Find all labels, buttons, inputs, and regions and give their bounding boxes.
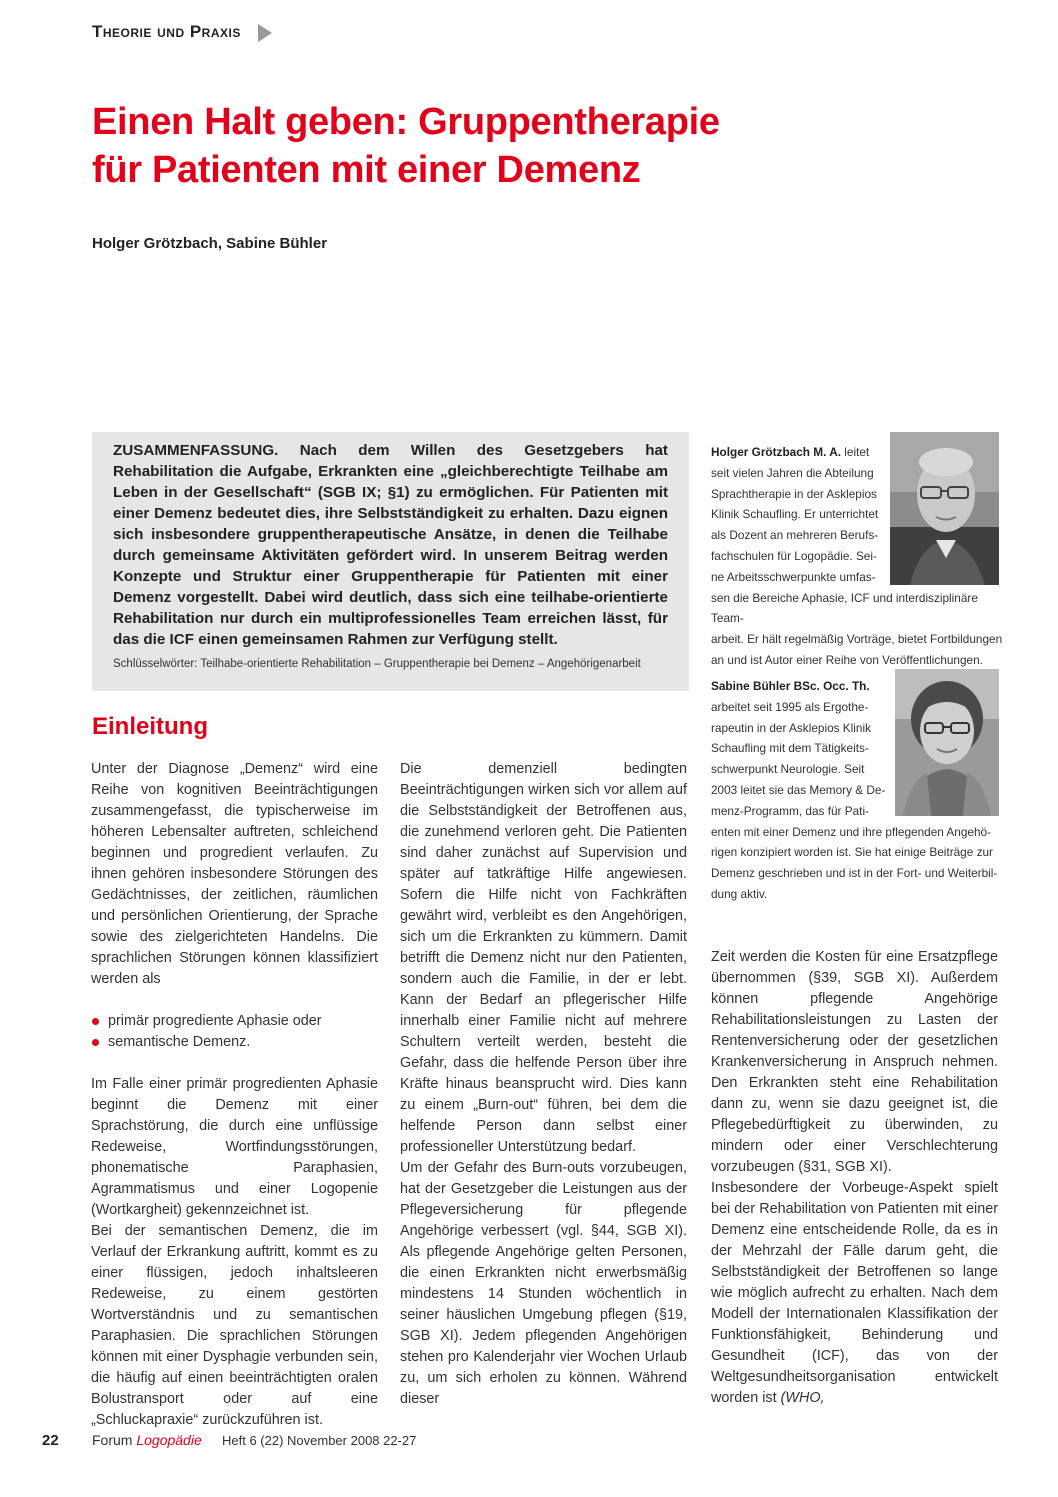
bio-line: rigen konzipiert worden ist. Sie hat einige Beiträge zur	[711, 845, 993, 860]
title-line-2: für Patienten mit einer Demenz	[92, 149, 641, 191]
issue-info: Heft 6 (22) November 2008 22-27	[222, 1433, 417, 1448]
bullet-list	[91, 1011, 378, 1053]
bio-line: ne Arbeitsschwerpunkte umfas-	[711, 569, 876, 584]
paragraph: Bei der semantischen Demenz, die im Verlauf der Erkrankung auftritt, kommt es zu einer flüssigen, jedoch inhaltsleeren Redeweise, zu einem gestörten Wortverständnis und zu semantischen Paraphasien. Die sprachlichen Störungen können mit einer Dysphagie verbunden sein, die häufig auf einen beeinträchtigten oralen Bolustransport oder auf eine „Schluckapraxie“ zurückzuführen ist.	[91, 1223, 378, 1428]
bio-line: menz-Programm, das für Pati-	[711, 803, 869, 818]
body-column-2	[400, 759, 687, 1410]
list-item: primär progrediente Aphasie oder	[91, 1011, 378, 1032]
bio-line: seit vielen Jahren die Abteilung	[711, 465, 874, 480]
bio-line: fachschulen für Logopädie. Sei-	[711, 548, 877, 563]
bio-line: an und ist Autor einer Reihe von Veröffentlichungen.	[711, 652, 983, 667]
bio-line: enten mit einer Demenz und ihre pflegenden Angehö-	[711, 824, 992, 839]
section-heading-einleitung: Einleitung	[92, 713, 208, 740]
page-number: 22	[42, 1432, 59, 1449]
portrait-image	[895, 669, 999, 816]
bio-author-name: Holger Grötzbach M. A.	[711, 445, 841, 459]
bio-line: arbeitet seit 1995 als Ergothe-	[711, 699, 869, 714]
author-photo-groetzbach	[890, 432, 999, 585]
bio-line: Schaufling mit dem Tätigkeits-	[711, 741, 869, 756]
portrait-image	[890, 432, 999, 585]
triangle-right-icon	[258, 24, 272, 42]
author-photo-buehler	[895, 669, 999, 816]
abstract-keywords: Schlüsselwörter: Teilhabe-orientierte Rehabilitation – Gruppentherapie bei Demenz – Angehörigenarbeit	[113, 658, 641, 670]
bio-line: arbeit. Er hält regelmäßig Vorträge, bietet Fortbildungen	[711, 632, 1003, 647]
bullet-icon	[92, 1039, 99, 1046]
paragraph: Im Falle einer primär progredienten Aphasie beginnt die Demenz mit einer Sprachstörung, die durch eine unflüssige Redeweise, Wortfindungsstörungen, phonematische Paraphasien, Agrammatismus und einer Logopenie (Wortkargheit) gekennzeichnet ist.	[91, 1076, 378, 1218]
paragraph: Die demenziell bedingten Beeinträchtigungen wirken sich vor allem auf die Selbstständigkeit der Betroffenen aus, die zunehmend verloren geht. Die Patienten sind daher zunächst auf Supervision und später auf tatkräftige Hilfe angewiesen. Sofern die Hilfe nicht von Fachkräften gewährt wird, verbleibt es den Angehörigen, sich um die Erkrankten zu kümmern. Damit betrifft die Demenz nicht nur den Patienten, sondern auch die Familie, in der er lebt. Kann der Bedarf an pflegerischer Hilfe innerhalb einer Familie nicht auf mehrere Schultern verteilt werden, besteht die Gefahr, dass die helfende Person über ihre Kräfte hinaus beansprucht wird. Dies kann zu einem „Burn-out“ führen, bei dem die helfende Person dann selbst einer professioneller Unterstützung bedarf.	[400, 761, 687, 1155]
paragraph: Unter der Diagnose „Demenz“ wird eine Reihe von kognitiven Beeinträchtigungen zusammengefasst, die typischerweise im höheren Lebensalter auftreten, schleichend beginnen und progredient verlaufen. Zu ihnen gehören insbesondere Störungen des Gedächtnisses, der zeitlichen, räumlichen und persönlichen Orientierung, der Sprache sowie des zielgerichteten Handelns. Die sprachlichen Störungen können klassifiziert werden als	[91, 761, 378, 987]
bio-line: Holger Grötzbach M. A. leitet	[711, 445, 870, 459]
article-authors: Holger Grötzbach, Sabine Bühler	[92, 235, 328, 252]
bio-line: dung aktiv.	[711, 886, 768, 901]
paragraph: Zeit werden die Kosten für eine Ersatzpflege übernommen (§39, SGB XI). Außerdem können pflegende Angehörige Rehabilitationsleistungen zu Lasten der Rentenversicherung oder der gesetzlichen Krankenversicherung in Anspruch nehmen. Den Erkrankten steht eine Rehabilitation dann zu, wenn sie dazu geeignet ist, die Pflegebedürftigkeit zu überwinden, zu mindern oder einer Verschlechterung vorzubeugen (§31, SGB XI).	[711, 949, 998, 1175]
body-column-1	[91, 759, 378, 1431]
bio-line: schwerpunkt Neurologie. Seit	[711, 762, 865, 777]
list-item: semantische Demenz.	[91, 1032, 378, 1053]
paragraph: Um der Gefahr des Burn-outs vorzubeugen, hat der Gesetzgeber die Leistungen aus der Pflegeversicherung für pflegende Angehörige verbessert (vgl. §44, SGB XI). Als pflegende Angehörige gelten Personen, die einen Erkrankten nicht erwerbsmäßig mindestens 14 Stunden wöchentlich in seiner häuslichen Umgebung pflegen (§19, SGB XI). Jedem pflegenden Angehörigen stehen pro Kalenderjahr vier Wochen Urlaub zu, um sich erholen zu können. Während dieser	[400, 1160, 687, 1407]
bio-line: sen die Bereiche Aphasie, ICF und interdisziplinäre Team-	[711, 590, 978, 626]
article-title	[92, 98, 792, 194]
bio-line: Sprachtherapie in der Asklepios	[711, 486, 877, 501]
paragraph: Insbesondere der Vorbeuge-Aspekt spielt bei der Rehabilitation von Patienten mit einer Demenz eine entscheidende Rolle, da es in der Mehrzahl der Fälle darum geht, die Selbstständigkeit der Betroffenen so lange wie möglich aufrecht zu erhalten. Nach dem Modell der Internationalen Klassifikation der Funktionsfähigkeit, Behinderung und Gesundheit (ICF), das von der Weltgesundheitsorganisation entwickelt worden ist (WHO,	[711, 1180, 998, 1406]
bio-line: als Dozent an mehreren Berufs-	[711, 528, 879, 543]
body-column-3	[711, 947, 998, 1409]
citation-reference: (WHO,	[780, 1390, 825, 1406]
abstract-text: ZUSAMMENFASSUNG. Nach dem Willen des Gesetzgebers hat Rehabilitation die Aufgabe, Erkrankten eine „gleichberechtigte Teilhabe am Leben in der Gesellschaft“ (SGB IX; §1) zu ermöglichen. Für Patienten mit einer Demenz bedeutet dies, ihre Selbstständigkeit zu erhalten. Dazu eignen sich insbesondere gruppentherapeutische Ansätze, in denen die Teilhabe durch gemeinsame Aktivitäten gefördert wird. In unserem Beitrag werden Konzepte und Struktur einer Gruppentherapie für Patienten mit einer Demenz vorgestellt. Dabei wird deutlich, dass sich eine teilhabe-orientierte Rehabilitation nur durch ein multiprofessionelles Team erreichen lässt, für das die ICF einen gemeinsamen Rahmen zur Verfügung stellt.	[113, 442, 668, 648]
bio-line: 2003 leitet sie das Memory & De-	[711, 782, 886, 797]
title-line-1: Einen Halt geben: Gruppentherapie	[92, 101, 720, 143]
bio-line: Klinik Schaufling. Er unterrichtet	[711, 507, 879, 522]
bio-line: Demenz geschrieben und ist in der Fort- und Weiterbil-	[711, 866, 998, 881]
section-label: Theorie und Praxis	[92, 22, 241, 41]
bio-author-name: Sabine Bühler BSc. Occ. Th.	[711, 679, 870, 693]
journal-name: Forum Logopädie	[92, 1432, 202, 1448]
bio-line: rapeutin in der Asklepios Klinik	[711, 720, 872, 735]
bullet-icon	[92, 1018, 99, 1025]
